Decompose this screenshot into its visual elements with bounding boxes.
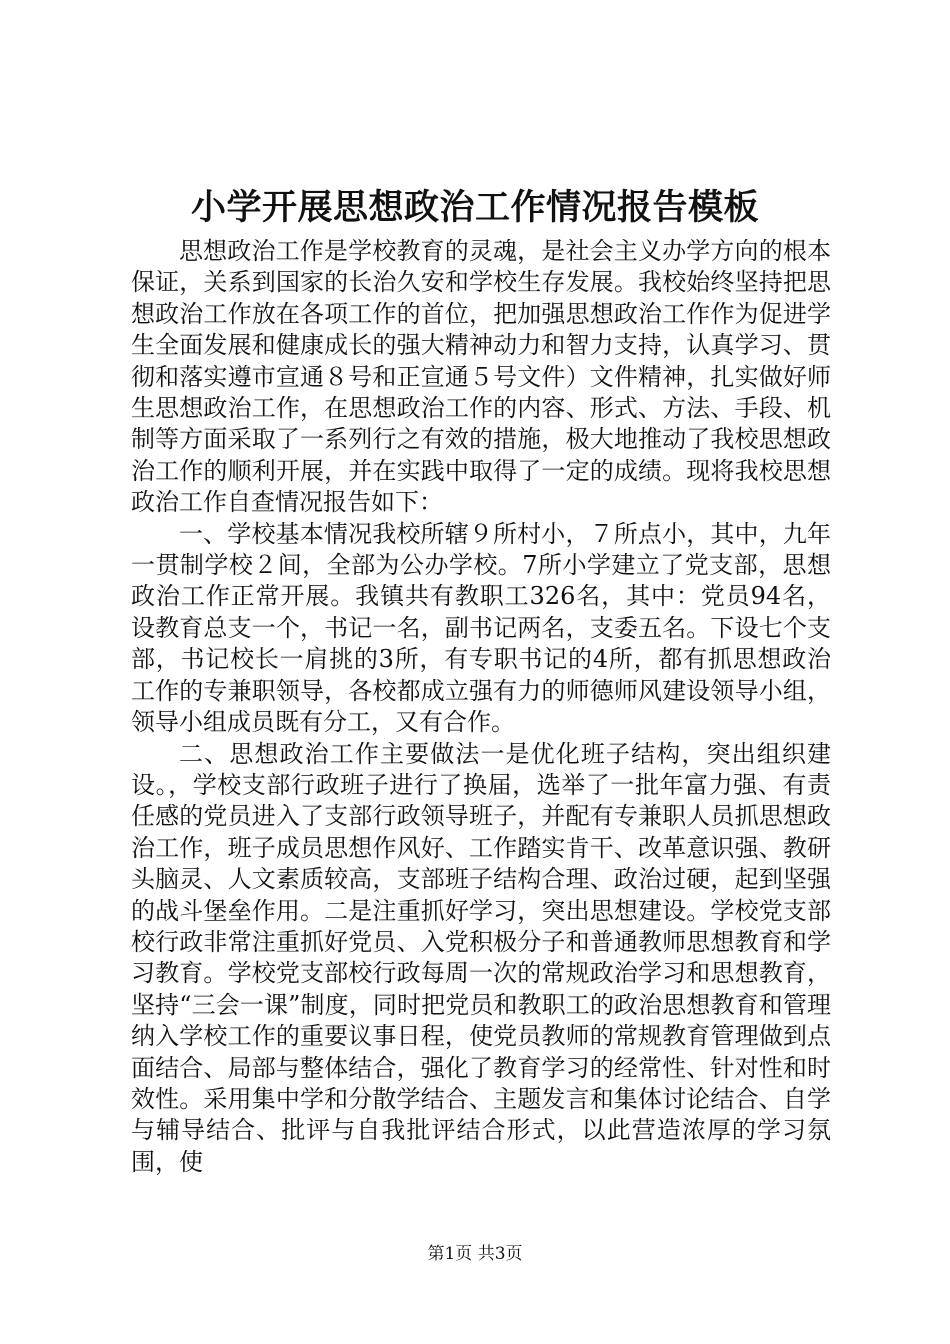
paragraph-basic-info: 一、学校基本情况我校所辖９所村小，７所点小，其中，九年一贯制学校２间，全部为公办学校。7所小学建立了党支部，思想政治工作正常开展。我镇共有教职工326名，其中：党员94名，设教育总支一个，书记一名，副书记两名，支委五名。下设七个支部，书记校长一肩挑的3所，有专职书记的4所，都有抓思想政治工作的专兼职领导，各校都成立强有力的师德师风建设领导小组，领导小组成员既有分工，又有合作。: [131, 519, 831, 737]
paragraph-main-practices: 二、思想政治工作主要做法一是优化班子结构，突出组织建设。，学校支部行政班子进行了换届，选举了一批年富力强、有责任感的党员进入了支部行政领导班子，并配有专兼职人员抓思想政治工作，班子成员思想作风好、工作踏实肯干、改革意识强、教研头脑灵、人文素质较高，支部班子结构合理、政治过硬，起到坚强的战斗堡垒作用。二是注重抓好学习，突出思想建设。学校党支部校行政非常注重抓好党员、入党积极分子和普通教师思想教育和学习教育。学校党支部校行政每周一次的常规政治学习和思想教育，坚持“三会一课”制度，同时把党员和教职工的政治思想教育和管理纳入学校工作的重要议事日程，使党员教师的常规教育管理做到点面结合、局部与整体结合，强化了教育学习的经常性、针对性和时效性。采用集中学和分散学结合、主题发言和集体讨论结合、自学与辅导结合、批评与自我批评结合形式，以此营造浓厚的学习氛围，使: [131, 739, 831, 1176]
document-title: 小学开展思想政治工作情况报告模板: [190, 187, 759, 228]
paragraph-intro: 思想政治工作是学校教育的灵魂，是社会主义办学方向的根本保证，关系到国家的长治久安和学校生存发展。我校始终坚持把思想政治工作放在各项工作的首位，把加强思想政治工作作为促进学生全面发展和健康成长的强大精神动力和智力支持，认真学习、贯彻和落实遵市宣通８号和正宣通５号文件）文件精神，扎实做好师生思想政治工作，在思想政治工作的内容、形式、方法、手段、机制等方面采取了一系列行之有效的措施，极大地推动了我校思想政治工作的顺利开展，并在实践中取得了一定的成绩。现将我校思想政治工作自查情况报告如下：: [131, 237, 831, 517]
document-body: [131, 236, 831, 1178]
page-number-footer: 第1页 共3页: [427, 1244, 523, 1264]
